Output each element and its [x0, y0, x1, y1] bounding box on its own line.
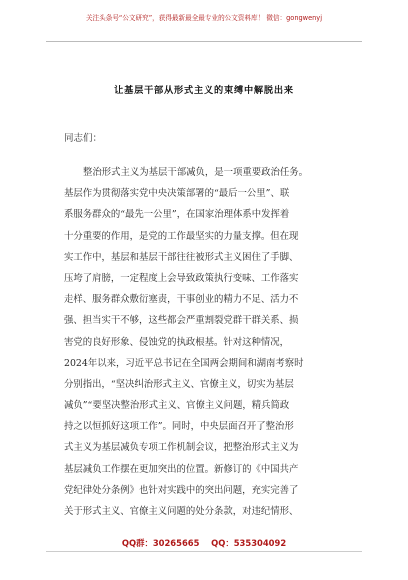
- body-line: 基层减负工作摆在更加突出的位置。新修订的《中国共产: [64, 463, 299, 475]
- header-banner: 关注头条号“公文研究”，获得最新最全最专业的公文资料库！ 微信：gongwenyj: [85, 14, 323, 22]
- body-line: 减负”“要坚决整治形式主义、官僚主义问题，精兵简政: [64, 400, 290, 412]
- body-line: 2024年以来，习近平总书记在全国两会期间和湖南考察时: [64, 357, 304, 369]
- body-line: 党纪律处分条例》也针对实践中的突出问题，充实完善了: [64, 484, 299, 496]
- document-title: 让基层干部从形式主义的束缚中解脱出来: [114, 85, 294, 96]
- header-divider: [46, 41, 362, 42]
- body-line: 走样、服务群众敷衍塞责，干事创业的精力不足、活力不: [64, 294, 299, 306]
- body-line: 持之以恒抓好这项工作”。同时，中央层面召开了整治形: [64, 421, 294, 433]
- body-line: 害党的良好形象、侵蚀党的执政根基。针对这种情况，: [64, 336, 290, 348]
- footer-divider: [46, 551, 362, 552]
- body-line: 关于形式主义、官僚主义问题的处分条款，对违纪情形、: [64, 506, 299, 517]
- footer-contact: QQ群：30265665 QQ：535304092: [121, 538, 287, 548]
- body-line: 强、担当实干不够，这些都会严重割裂党群干群关系、损: [64, 315, 299, 327]
- body-line: 基层作为贯彻落实党中央决策部署的“最后一公里”、联: [64, 188, 290, 200]
- body-line: 式主义为基层减负专项工作机制会议，把整治形式主义为: [64, 442, 299, 454]
- body-line: 系服务群众的“最先一公里”，在国家治理体系中发挥着: [64, 209, 290, 221]
- body-line: 分别指出，“坚决纠治形式主义、官僚主义，切实为基层: [64, 378, 294, 390]
- body-line: 整治形式主义为基层干部减负，是一项重要政治任务。: [83, 167, 309, 178]
- body-line: 实工作中，基层和基层干部往往被形式主义困住了手脚、: [64, 251, 299, 263]
- body-line: 十分重要的作用，是党的工作最坚实的力量支撑。但在现: [64, 230, 299, 242]
- salutation: 同志们：: [64, 133, 103, 144]
- document-body: [64, 162, 364, 522]
- body-line: 压垮了肩膀，一定程度上会导致政策执行变味、工作落实: [64, 272, 299, 284]
